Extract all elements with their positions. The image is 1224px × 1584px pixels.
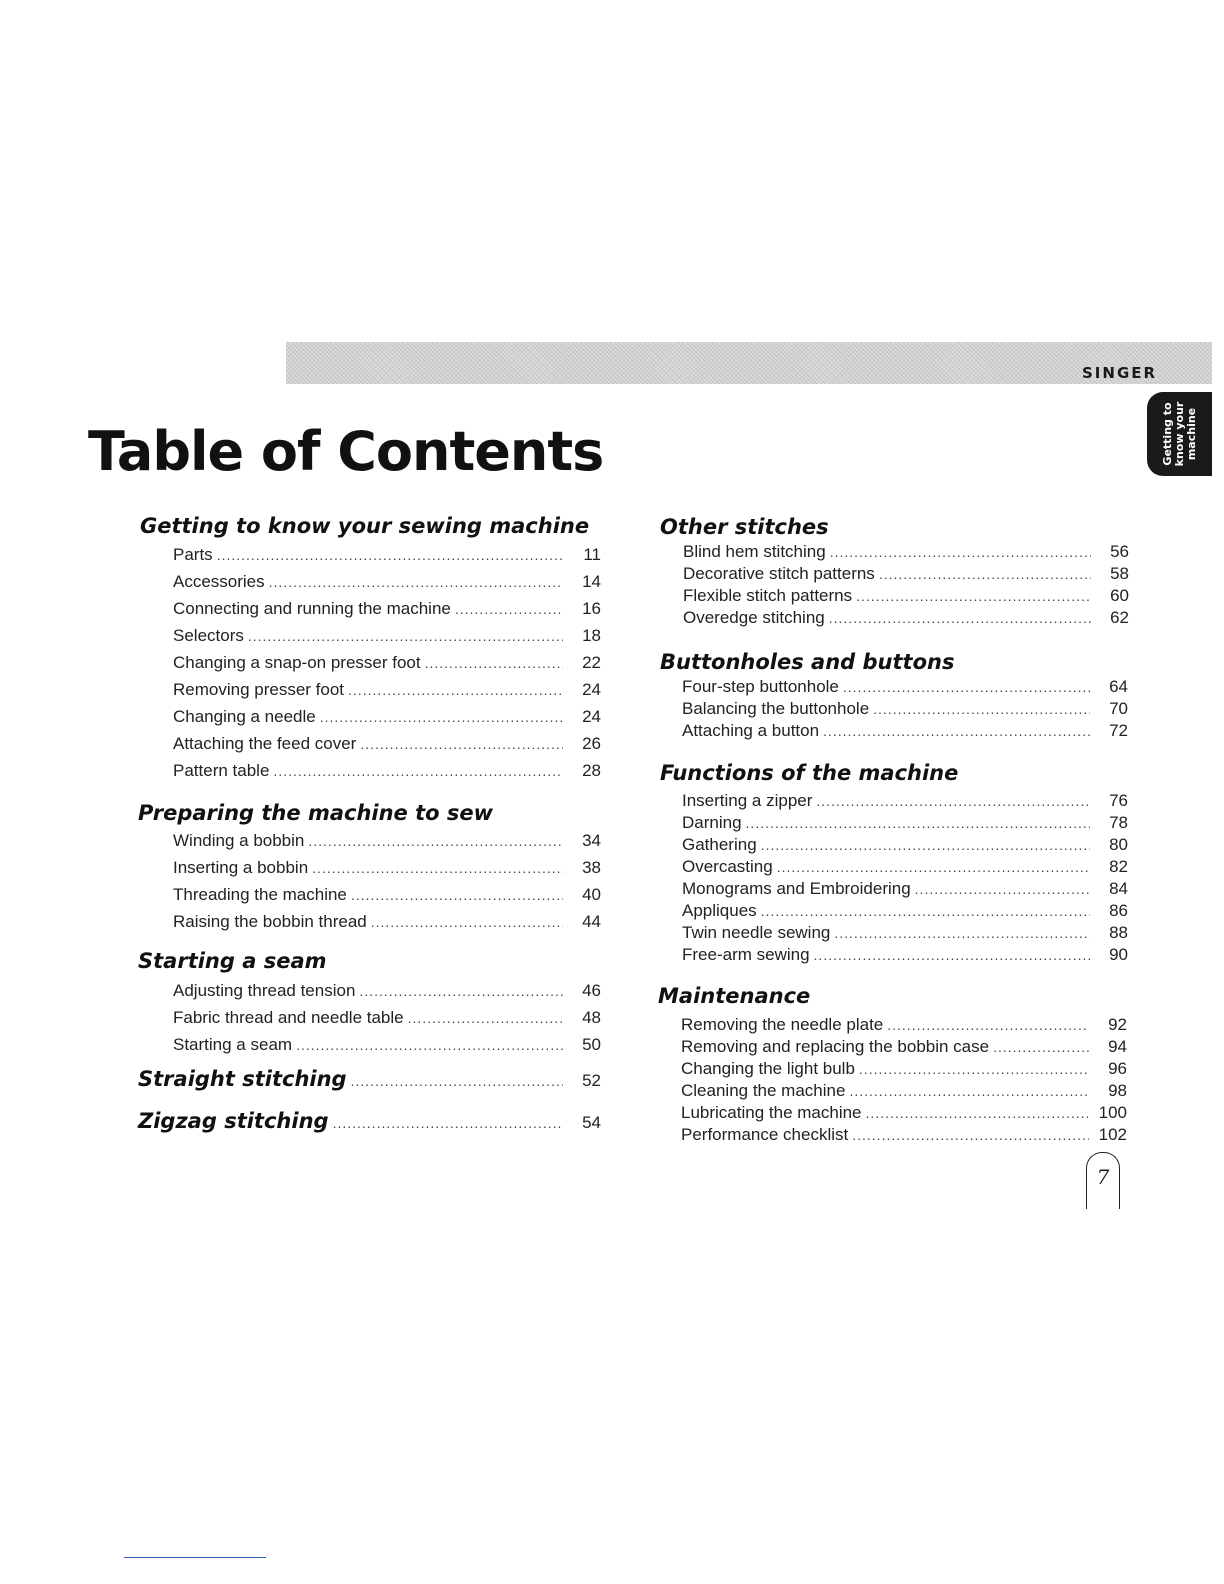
- toc-entry[interactable]: Four-step buttonhole ..... 64: [682, 676, 1128, 700]
- section-heading: Other stitches: [660, 515, 829, 539]
- toc-entry[interactable]: Balancing the buttonhole ..... 70: [682, 698, 1128, 722]
- toc-entry[interactable]: Threading the machine ..... 40: [173, 884, 601, 908]
- section-heading: Functions of the machine: [660, 761, 959, 785]
- toc-entry[interactable]: Fabric thread and needle table ..... 48: [173, 1007, 601, 1031]
- section-heading: Buttonholes and buttons: [660, 650, 955, 674]
- toc-entry[interactable]: Twin needle sewing ..... 88: [682, 922, 1128, 946]
- toc-entry[interactable]: Overcasting ..... 82: [682, 856, 1128, 880]
- toc-entry[interactable]: Monograms and Embroidering ..... 84: [682, 878, 1128, 902]
- toc-entry[interactable]: Gathering ..... 80: [682, 834, 1128, 858]
- toc-entry[interactable]: Changing the light bulb ..... 96: [681, 1058, 1127, 1082]
- toc-entry[interactable]: Performance checklist ..... 102: [681, 1124, 1127, 1148]
- toc-entry[interactable]: Parts ..... 11: [173, 544, 601, 568]
- toc-entry[interactable]: Connecting and running the machine ..... 16: [173, 598, 601, 622]
- toc-entry[interactable]: Attaching the feed cover ..... 26: [173, 733, 601, 757]
- toc-entry[interactable]: Winding a bobbin ..... 34: [173, 830, 601, 854]
- toc-entry[interactable]: Blind hem stitching ..... 56: [683, 541, 1129, 565]
- toc-major-entry[interactable]: Straight stitching ..... 52: [138, 1068, 601, 1098]
- side-tab-line-2: know your: [1172, 401, 1186, 467]
- page-number: 7: [1086, 1152, 1120, 1209]
- toc-entry[interactable]: Changing a snap-on presser foot ..... 22: [173, 652, 601, 676]
- section-heading: Getting to know your sewing machine: [140, 514, 590, 538]
- toc-entry[interactable]: Decorative stitch patterns ..... 58: [683, 563, 1129, 587]
- toc-entry[interactable]: Changing a needle ..... 24: [173, 706, 601, 730]
- header-banner: [286, 342, 1212, 384]
- toc-entry[interactable]: Darning ..... 78: [682, 812, 1128, 836]
- toc-entry[interactable]: Raising the bobbin thread ..... 44: [173, 911, 601, 935]
- section-heading: Starting a seam: [138, 949, 327, 973]
- toc-entry[interactable]: Overedge stitching ..... 62: [683, 607, 1129, 631]
- toc-major-entry[interactable]: Zigzag stitching ..... 54: [138, 1110, 601, 1140]
- toc-entry[interactable]: Free-arm sewing ..... 90: [682, 944, 1128, 968]
- toc-entry[interactable]: Cleaning the machine ..... 98: [681, 1080, 1127, 1104]
- footer-rule: [124, 1557, 266, 1558]
- brand-logo: SINGER: [1082, 364, 1158, 382]
- toc-entry[interactable]: Selectors ..... 18: [173, 625, 601, 649]
- chapter-side-tab: [1147, 392, 1212, 476]
- toc-entry[interactable]: Removing the needle plate ..... 92: [681, 1014, 1127, 1038]
- side-tab-line-1: Getting to: [1160, 402, 1174, 466]
- toc-entry[interactable]: Appliques ..... 86: [682, 900, 1128, 924]
- toc-entry[interactable]: Removing and replacing the bobbin case ..... 94: [681, 1036, 1127, 1060]
- toc-entry[interactable]: Inserting a bobbin ..... 38: [173, 857, 601, 881]
- toc-entry[interactable]: Inserting a zipper ..... 76: [682, 790, 1128, 814]
- toc-entry[interactable]: Accessories ..... 14: [173, 571, 601, 595]
- toc-entry[interactable]: Adjusting thread tension ..... 46: [173, 980, 601, 1004]
- toc-entry[interactable]: Lubricating the machine ..... 100: [681, 1102, 1127, 1126]
- toc-entry[interactable]: Starting a seam ..... 50: [173, 1034, 601, 1058]
- toc-entry[interactable]: Flexible stitch patterns ..... 60: [683, 585, 1129, 609]
- page-title: Table of Contents: [88, 420, 604, 483]
- toc-entry[interactable]: Pattern table ..... 28: [173, 760, 601, 784]
- side-tab-line-3: machine: [1184, 407, 1198, 461]
- section-heading: Preparing the machine to sew: [138, 801, 494, 825]
- toc-entry[interactable]: Attaching a button ..... 72: [682, 720, 1128, 744]
- toc-entry[interactable]: Removing presser foot ..... 24: [173, 679, 601, 703]
- section-heading: Maintenance: [658, 984, 811, 1008]
